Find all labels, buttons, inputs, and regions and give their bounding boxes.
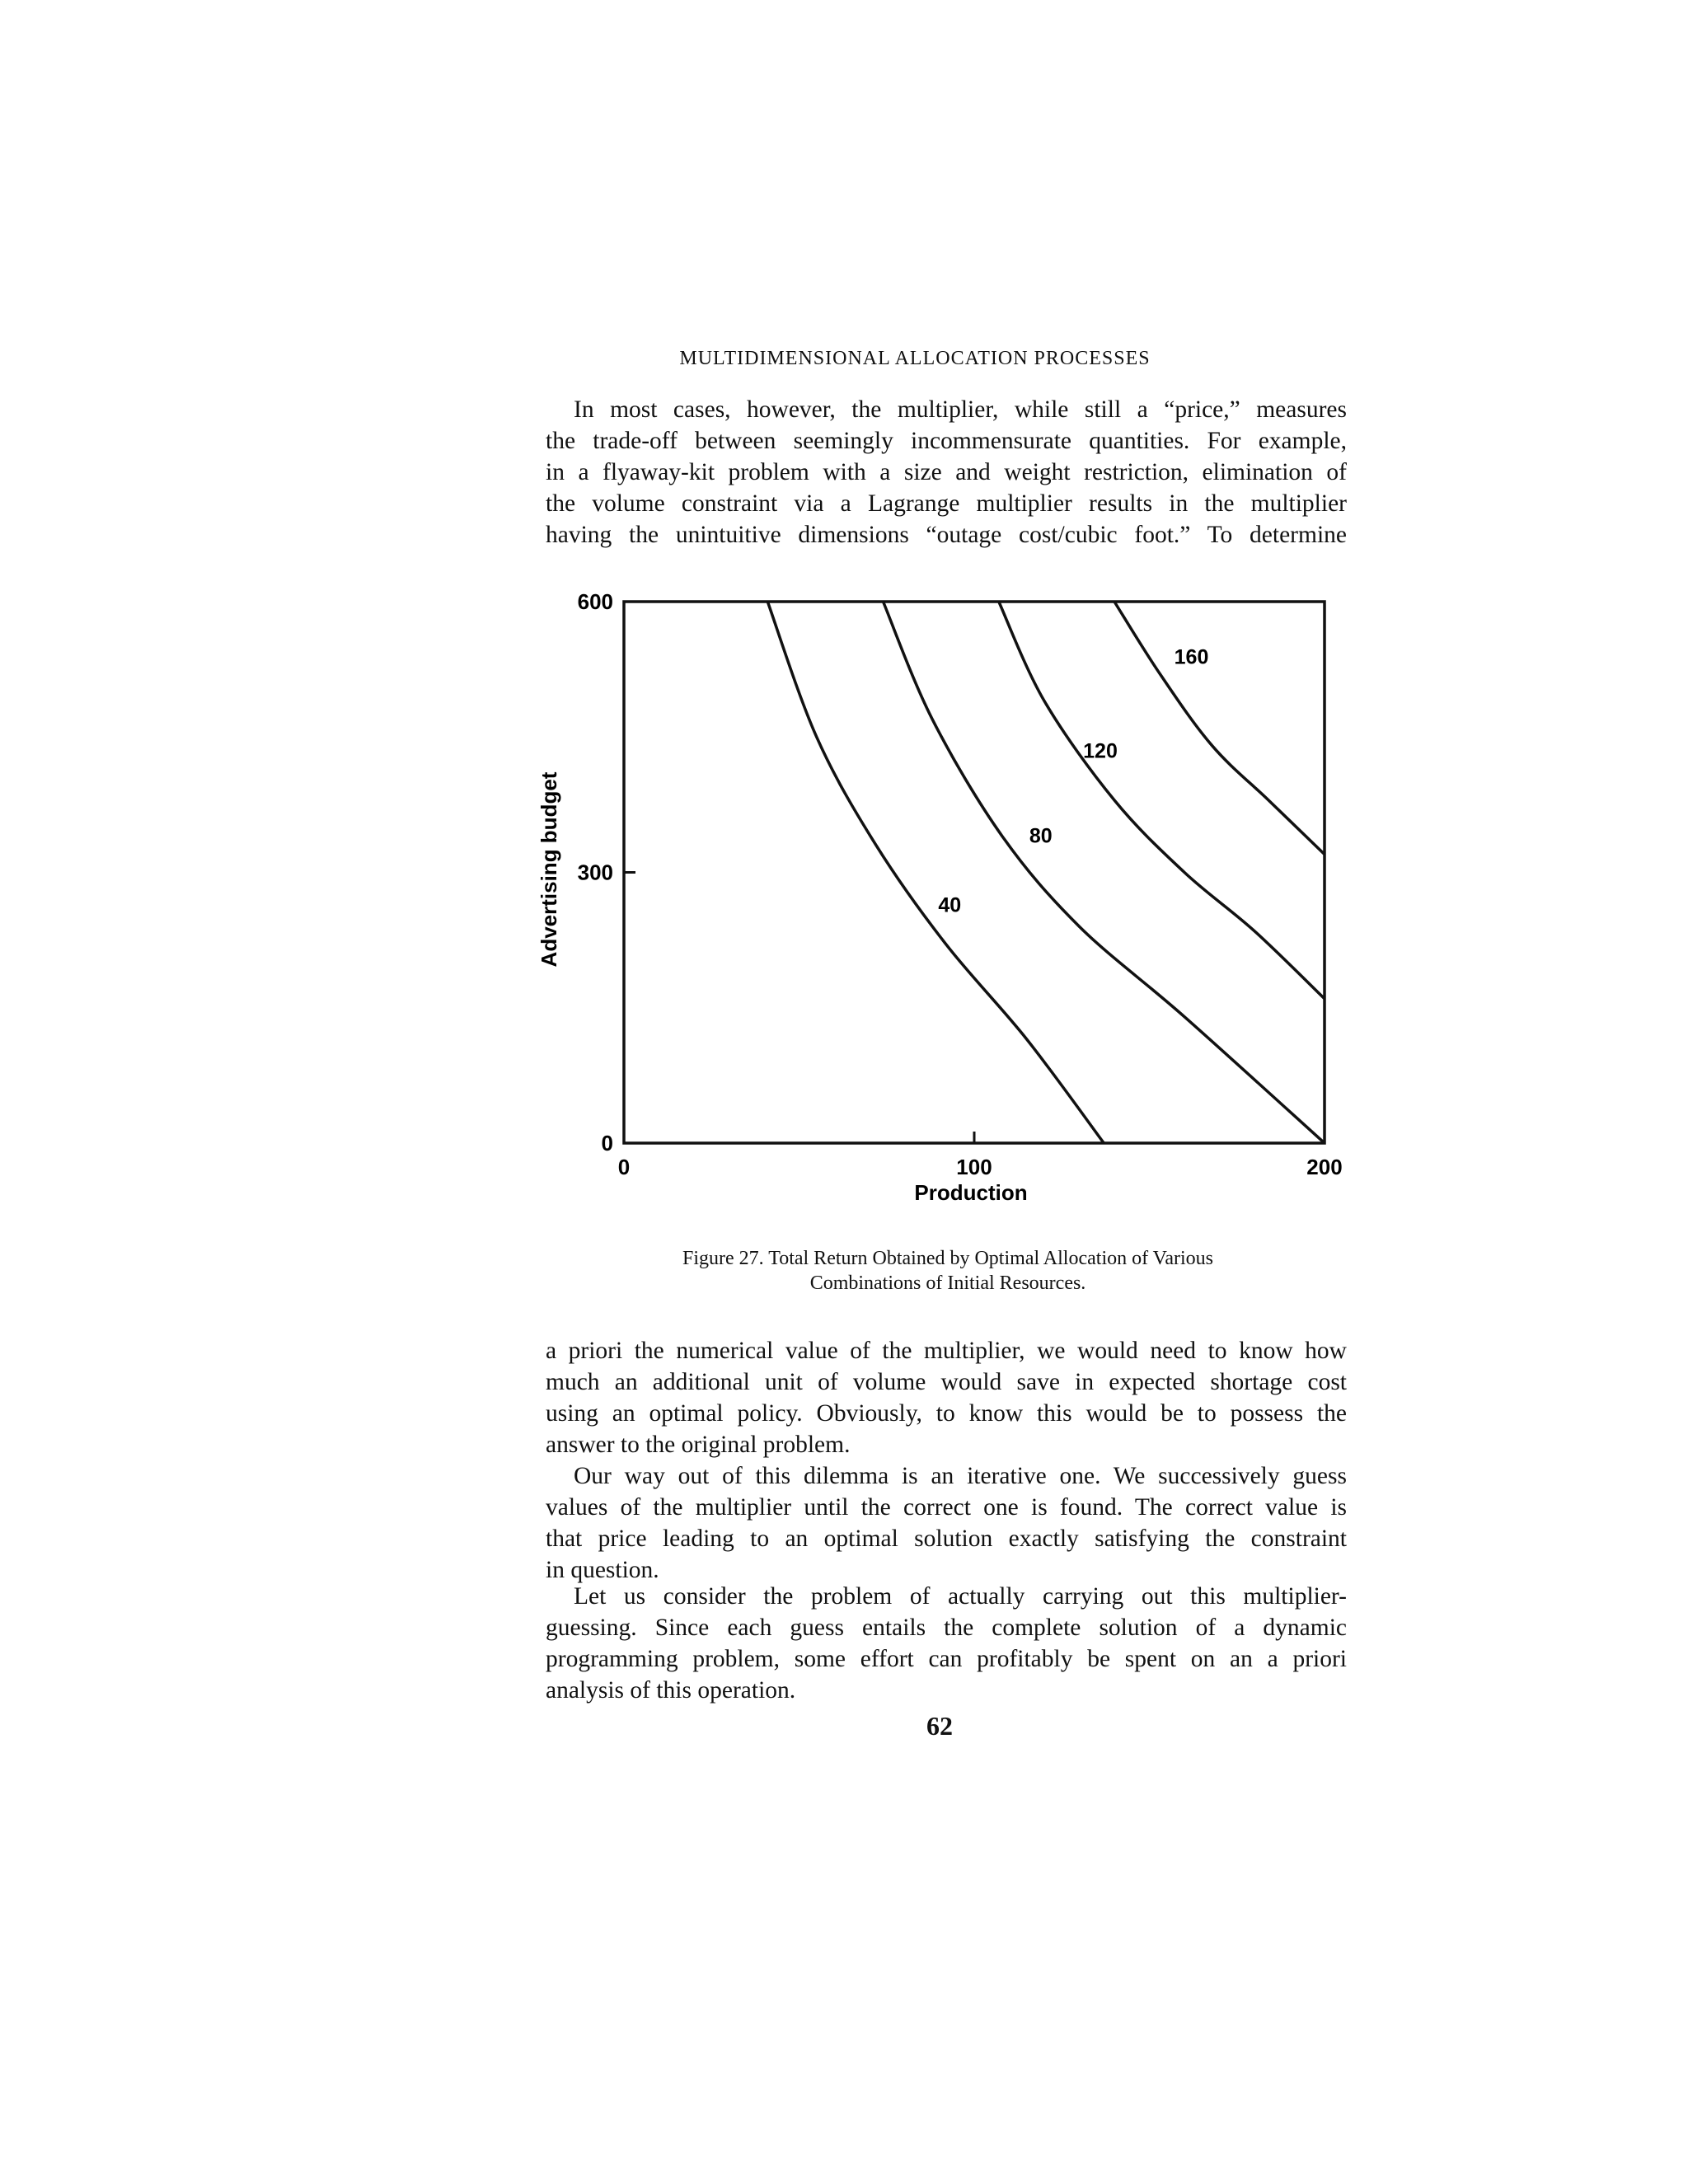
paragraph-line: Our way out of this dilemma is an iterative one. We successively guess bbox=[574, 1463, 1347, 1489]
contour-line-120 bbox=[999, 602, 1325, 999]
caption-line: Combinations of Initial Resources. bbox=[809, 1272, 1086, 1294]
paragraph-line: programming problem, some effort can profitably be spent on an a priori bbox=[546, 1646, 1347, 1672]
page-number: 62 bbox=[926, 1711, 953, 1741]
contour-label: 160 bbox=[1174, 645, 1209, 669]
y-tick-label: 0 bbox=[601, 1131, 613, 1155]
running-head: MULTIDIMENSIONAL ALLOCATION PROCESSES bbox=[679, 348, 1151, 369]
paragraph-line: using an optimal policy. Obviously, to know this would be to possess the bbox=[546, 1400, 1347, 1427]
paragraph-3 bbox=[546, 1460, 1347, 1586]
paragraph-line: the volume constraint via a Lagrange multiplier results in the multiplier bbox=[546, 490, 1347, 517]
y-tick-label: 300 bbox=[577, 860, 613, 885]
paragraph-line: a priori the numerical value of the multiplier, we would need to know how bbox=[546, 1338, 1347, 1364]
x-tick-label: 200 bbox=[1306, 1155, 1343, 1179]
paragraph-line: much an additional unit of volume would save in expected shortage cost bbox=[546, 1369, 1347, 1395]
figure-caption bbox=[577, 1246, 1319, 1296]
caption-line: Figure 27. Total Return Obtained by Optimal Allocation of Various bbox=[682, 1248, 1213, 1269]
contour-line-80 bbox=[884, 602, 1325, 1143]
paragraph-line: guessing. Since each guess entails the complete solution of a dynamic bbox=[546, 1615, 1347, 1641]
paragraph-line: in question. bbox=[546, 1557, 659, 1583]
paragraph-line: that price leading to an optimal solution exactly satisfying the constraint bbox=[546, 1526, 1347, 1552]
paragraph-line: in a flyaway-kit problem with a size and weight restriction, elimination of bbox=[546, 459, 1347, 485]
paragraph-2 bbox=[546, 1335, 1347, 1460]
contour-line-160 bbox=[1114, 602, 1325, 855]
paragraph-line: analysis of this operation. bbox=[546, 1677, 796, 1704]
y-axis-label: Advertising budget bbox=[537, 771, 561, 968]
contour-line-40 bbox=[767, 602, 1104, 1143]
contour-label: 80 bbox=[1029, 824, 1053, 848]
x-axis-label: Production bbox=[914, 1180, 1028, 1205]
paragraph-line: answer to the original problem. bbox=[546, 1432, 851, 1458]
x-tick-label: 100 bbox=[956, 1155, 992, 1179]
plot-frame bbox=[624, 602, 1325, 1143]
y-tick-label: 600 bbox=[577, 589, 613, 614]
paragraph-line: having the unintuitive dimensions “outage cost/cubic foot.” To determine bbox=[546, 522, 1347, 548]
paragraph-line: the trade-off between seemingly incommensurate quantities. For example, bbox=[546, 428, 1347, 454]
paragraph-line: In most cases, however, the multiplier, while still a “price,” measures bbox=[574, 396, 1347, 423]
contour-label: 40 bbox=[938, 893, 962, 917]
paragraph-line: Let us consider the problem of actually carrying out this multiplier- bbox=[574, 1583, 1347, 1610]
x-tick-label: 0 bbox=[617, 1155, 631, 1179]
contour-label: 120 bbox=[1083, 739, 1118, 763]
paragraph-line: values of the multiplier until the correct one is found. The correct value is bbox=[546, 1494, 1347, 1521]
paragraph-4 bbox=[546, 1581, 1347, 1706]
